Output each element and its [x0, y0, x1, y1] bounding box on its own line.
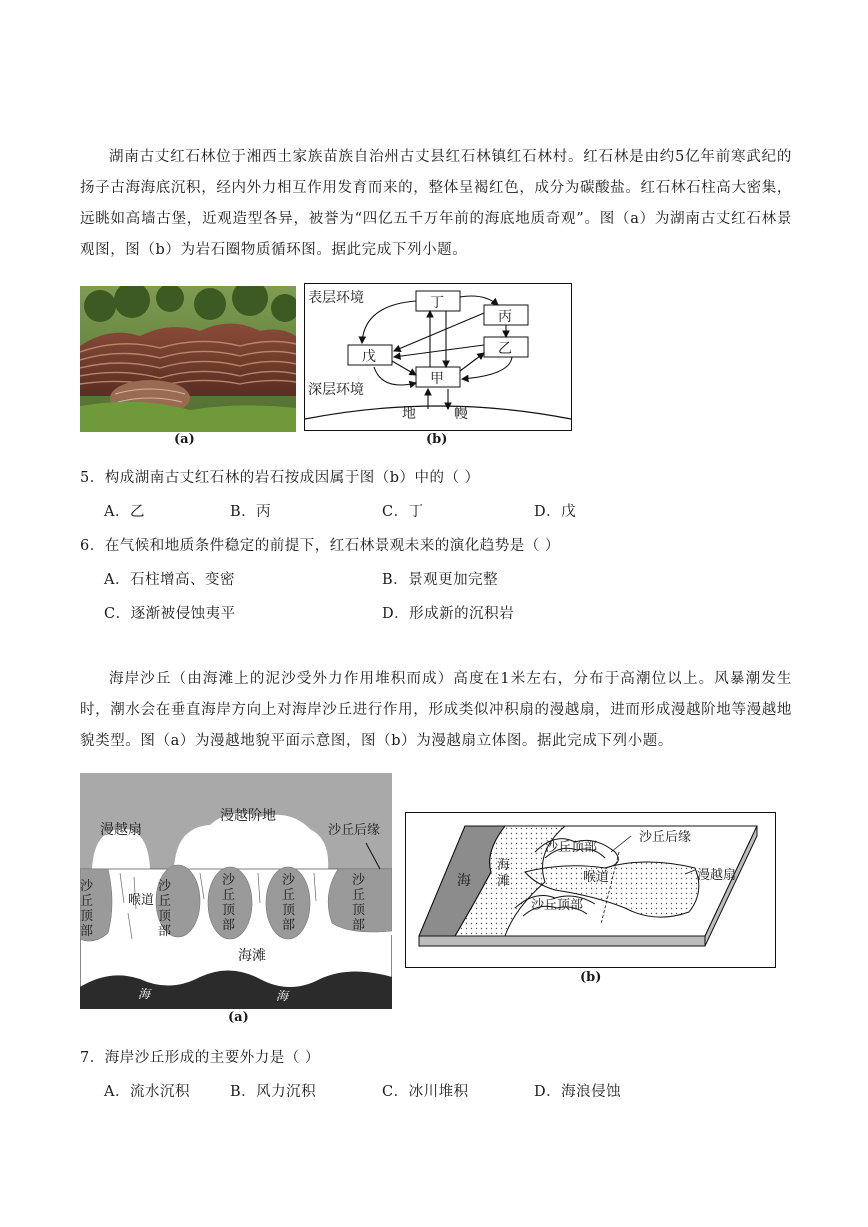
- q6-option-b: B．景观更加完整: [382, 572, 499, 588]
- mantle-label-2: 幔: [454, 406, 468, 422]
- q6-option-c: C．逐渐被侵蚀夷平: [104, 606, 236, 622]
- figure-1b-rock-cycle: [304, 283, 572, 431]
- plan-fan-label: 漫越扇: [100, 822, 142, 838]
- q5-option-a: A．乙: [104, 504, 145, 520]
- q7-option-a: A．流水沉积: [104, 1084, 190, 1100]
- plan-dune-back-label: 沙丘后缘: [328, 823, 381, 838]
- q7-option-b: B．风力沉积: [230, 1084, 317, 1100]
- figure-2a-plan: [80, 773, 392, 1009]
- figure-2a-caption: (a): [228, 1010, 249, 1025]
- surface-env-label: 表层环境: [308, 290, 364, 306]
- q6-option-a: A．石柱增高、变密: [104, 572, 235, 588]
- block-sea-label: 海: [457, 873, 471, 889]
- figure-1a-photo: [80, 286, 296, 432]
- block-fan-label: 漫越扇: [697, 868, 737, 883]
- plan-dune-top-4: 沙丘顶部: [282, 873, 296, 933]
- figure-1a-caption: (a): [174, 432, 195, 447]
- question-6-stem: 6．在气候和地质条件稳定的前提下，红石林景观未来的演化趋势是（ ）: [80, 538, 560, 554]
- passage-1: 湖南古丈红石林位于湘西土家族苗族自治州古丈县红石林镇红石林村。红石林是由约5亿年前寒武纪的扬子古海海底沉积，经内外力相互作用发育而来的，整体呈褐红色，成分为碳酸盐。红石林石柱高大密集，远眺如高墙古堡，近观造型各异，被誉为“四亿五千万年前的海底地质奇观”。图（a）为湖南古丈红石林景观图，图（b）为岩石圈物质循环图。据此完成下列小题。: [80, 149, 792, 258]
- passage-2: 海岸沙丘（由海滩上的泥沙受外力作用堆积而成）高度在1米左右，分布于高潮位以上。风暴潮发生时，潮水会在垂直海岸方向上对海岸沙丘进行作用，形成类似冲积扇的漫越扇，进而形成漫越阶地等漫越地貌类型。图（a）为漫越地貌平面示意图，图（b）为漫越扇立体图。据此完成下列小题。: [80, 671, 792, 749]
- plan-beach-label: 海滩: [238, 948, 266, 964]
- deep-env-label: 深层环境: [308, 382, 364, 398]
- q7-option-d: D．海浪侵蚀: [534, 1084, 622, 1100]
- figure-1b-caption: (b): [426, 432, 448, 447]
- plan-sea-label-2: 海: [276, 989, 289, 1003]
- plan-throat-label: 喉道: [128, 893, 155, 908]
- block-throat-label: 喉道: [583, 870, 610, 885]
- mantle-label-1: 地: [402, 406, 416, 422]
- question-7-stem: 7．海岸沙丘形成的主要外力是（ ）: [80, 1050, 320, 1066]
- plan-dune-top-3: 沙丘顶部: [222, 873, 236, 933]
- plan-terrace-label: 漫越阶地: [220, 808, 276, 824]
- box-bing-label: 丙: [498, 309, 512, 325]
- plan-dune-top-5: 沙丘顶部: [352, 873, 366, 933]
- box-yi-label: 乙: [498, 341, 512, 357]
- plan-dune-top-1: 沙丘顶部: [80, 879, 94, 939]
- question-5-stem: 5．构成湖南古丈红石林的岩石按成因属于图（b）中的（ ）: [80, 470, 480, 486]
- box-ding-label: 丁: [430, 295, 444, 311]
- block-dune-top-2: 沙丘顶部: [531, 898, 584, 913]
- block-dune-top-1: 沙丘顶部: [545, 840, 598, 855]
- q5-option-b: B．丙: [230, 504, 272, 520]
- q5-option-d: D．戊: [534, 504, 577, 520]
- box-wu-label: 戊: [362, 349, 376, 365]
- q5-option-c: C．丁: [382, 504, 424, 520]
- red-stone-forest-photo: [80, 286, 296, 432]
- box-jia-label: 甲: [430, 371, 444, 387]
- block-dune-back-label: 沙丘后缘: [639, 830, 692, 845]
- q6-option-d: D．形成新的沉积岩: [382, 606, 515, 622]
- figure-2b-block: [405, 812, 776, 968]
- figure-2b-caption: (b): [580, 970, 602, 985]
- block-beach-label: 海滩: [497, 858, 511, 889]
- plan-sea-label-1: 海: [138, 987, 151, 1001]
- plan-dune-top-2: 沙丘顶部: [158, 879, 172, 939]
- q7-option-c: C．冰川堆积: [382, 1084, 469, 1100]
